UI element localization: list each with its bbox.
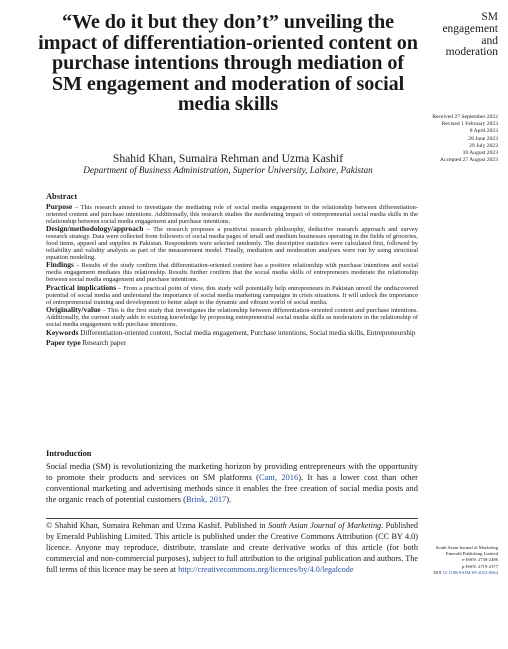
introduction-body <box>46 461 418 505</box>
originality-text: – This is the first study that investigates the relationship between differentiation-oriented content and purchase intentions. Additionally, the current study adds to existing knowledge by proposing entrepreneurial social media skills as moderators in the relationship of social media engagement with purchase intentions. <box>46 306 418 328</box>
abstract-findings <box>46 261 418 283</box>
article-history <box>405 114 498 164</box>
abstract-design <box>46 225 418 261</box>
date-revised: 29 July 2023 <box>469 142 498 149</box>
keywords <box>46 329 418 338</box>
running-head-line: moderation <box>445 46 498 59</box>
running-head <box>420 12 498 59</box>
abstract-originality <box>46 306 418 328</box>
license-text: . Published by Emerald Publishing Limited. This article is published under the Creative Commons Attribution (CC BY 4.0) licence. Anyone may reproduce, distribute, translate and create derivative works of this article (for both commercial and non-commercial purposes), subject to full attribution to the original publication and authors. The full terms of this licence may be seen at <box>46 521 418 574</box>
intro-text: ). It has a lower cost than other conventional marketing and advertising methods since it enables the free creation of social media posts and the organic reach of potential customers ( <box>46 471 418 504</box>
abstract-practical <box>46 284 418 306</box>
findings-label: Findings <box>46 260 74 270</box>
affiliation: Department of Business Administration, Superior University, Lahore, Pakistan <box>83 165 373 175</box>
paper-type-label: Paper type <box>46 337 81 347</box>
running-head-line: and <box>481 34 498 47</box>
abstract-section <box>46 191 418 348</box>
publisher: Emerald Publishing Limited <box>445 551 498 557</box>
paper-type <box>46 339 418 348</box>
date-revised: 28 June 2023 <box>468 135 498 142</box>
date-received: Received 27 September 2022 <box>432 114 498 120</box>
date-revised: 8 April 2023 <box>469 128 498 135</box>
running-head-line: engagement <box>442 22 498 35</box>
citation-link[interactable]: Cant, 2016 <box>258 471 299 482</box>
design-label: Design/methodology/approach <box>46 224 144 234</box>
abstract-purpose <box>46 203 418 225</box>
paper-type-text: Research paper <box>80 338 126 347</box>
design-text: – The research proposes a positivist research philosophy, deductive research approach and survey research strategy. Data were collected from followers of social media pages of small and medium businesses operating in the fields of groceries, food items, apparel and supplies in Pakistan. Respondents were selected randomly. The descriptive statistics were calculated first, followed by reliability and validity analysis as part of the measurement model. Finally, mediation and moderation analyses were run by using structural equation modeling. <box>46 226 418 262</box>
date-accepted: Accepted 27 August 2023 <box>440 157 498 164</box>
intro-text: ). <box>226 493 232 504</box>
journal-name: South Asian Journal of Marketing <box>268 521 382 530</box>
intro-text: Social media (SM) is revolutionizing the marketing horizon by providing entrepreneurs with the opportunity to promote their products and services on SM platforms ( <box>46 461 418 482</box>
author-list: Shahid Khan, Sumaira Rehman and Uzma Kashif <box>112 152 344 165</box>
introduction-heading: Introduction <box>46 449 92 458</box>
purpose-label: Purpose <box>46 202 73 211</box>
journal-info <box>405 545 498 576</box>
license-url-link[interactable]: http://creativecommons.org/licences/by/4.0/legalcode <box>178 564 354 574</box>
citation-link[interactable]: Brink, 2017 <box>185 493 227 504</box>
date-revised: Revised 1 February 2023 <box>441 121 498 128</box>
footnote-divider <box>46 518 418 519</box>
practical-label: Practical implications <box>46 282 117 292</box>
doi-label: DOI <box>433 569 443 575</box>
practical-text: – From a practical point of view, this study will potentially help entrepreneurs in Pakistan unveil the undiscovered potential of social media and understand the importance of social media marketing campaigns in crisis situations. It will unlock the importance of entrepreneurial training and development to better adapt to the dynamic and vibrant world of social media. <box>46 284 418 306</box>
eissn: e-ISSN: 2738-2486 <box>462 557 498 563</box>
findings-text: – Results of the study confirm that differentiation-oriented content has a positive relationship with purchase intentions and social media engagement mediates this relationship. Results further confirm that the social media skills of entrepreneurs moderate the relationship between social media engagement and purchase intentions. <box>46 262 418 284</box>
journal-title: South Asian Journal of Marketing <box>435 545 498 550</box>
keywords-text: Differentiation-oriented content, Social media engagement, Purchase intentions, Social media skills, Entrepreneurship <box>78 328 416 337</box>
license-text: © Shahid Khan, Sumaira Rehman and Uzma Kashif. Published in <box>46 521 269 530</box>
keywords-label: Keywords <box>46 327 79 337</box>
date-revised: 10 August 2023 <box>462 150 498 157</box>
abstract-heading: Abstract <box>46 192 78 201</box>
originality-label: Originality/value <box>46 304 101 314</box>
purpose-text: – This research aimed to investigate the mediating role of social media engagement in the relationship between differentiation-oriented content and purchase intentions. Additionally, this research studies the moderating impact of entrepreneurial social media skills in the relationship between social media engagement and purchase intentions. <box>46 204 418 226</box>
pissn: p-ISSN: 2719-2377 <box>461 563 498 569</box>
running-head-line: SM <box>481 11 498 23</box>
article-title: “We do it but they don’t” unveiling the impact of differentiation-oriented content on purchase intentions through mediation of SM engagement and moderation of social media skills <box>38 11 418 116</box>
doi-line <box>405 570 498 576</box>
doi-link[interactable]: 10.1108/SAJM-09-2022-0064 <box>442 569 498 575</box>
license-footnote <box>46 521 418 576</box>
